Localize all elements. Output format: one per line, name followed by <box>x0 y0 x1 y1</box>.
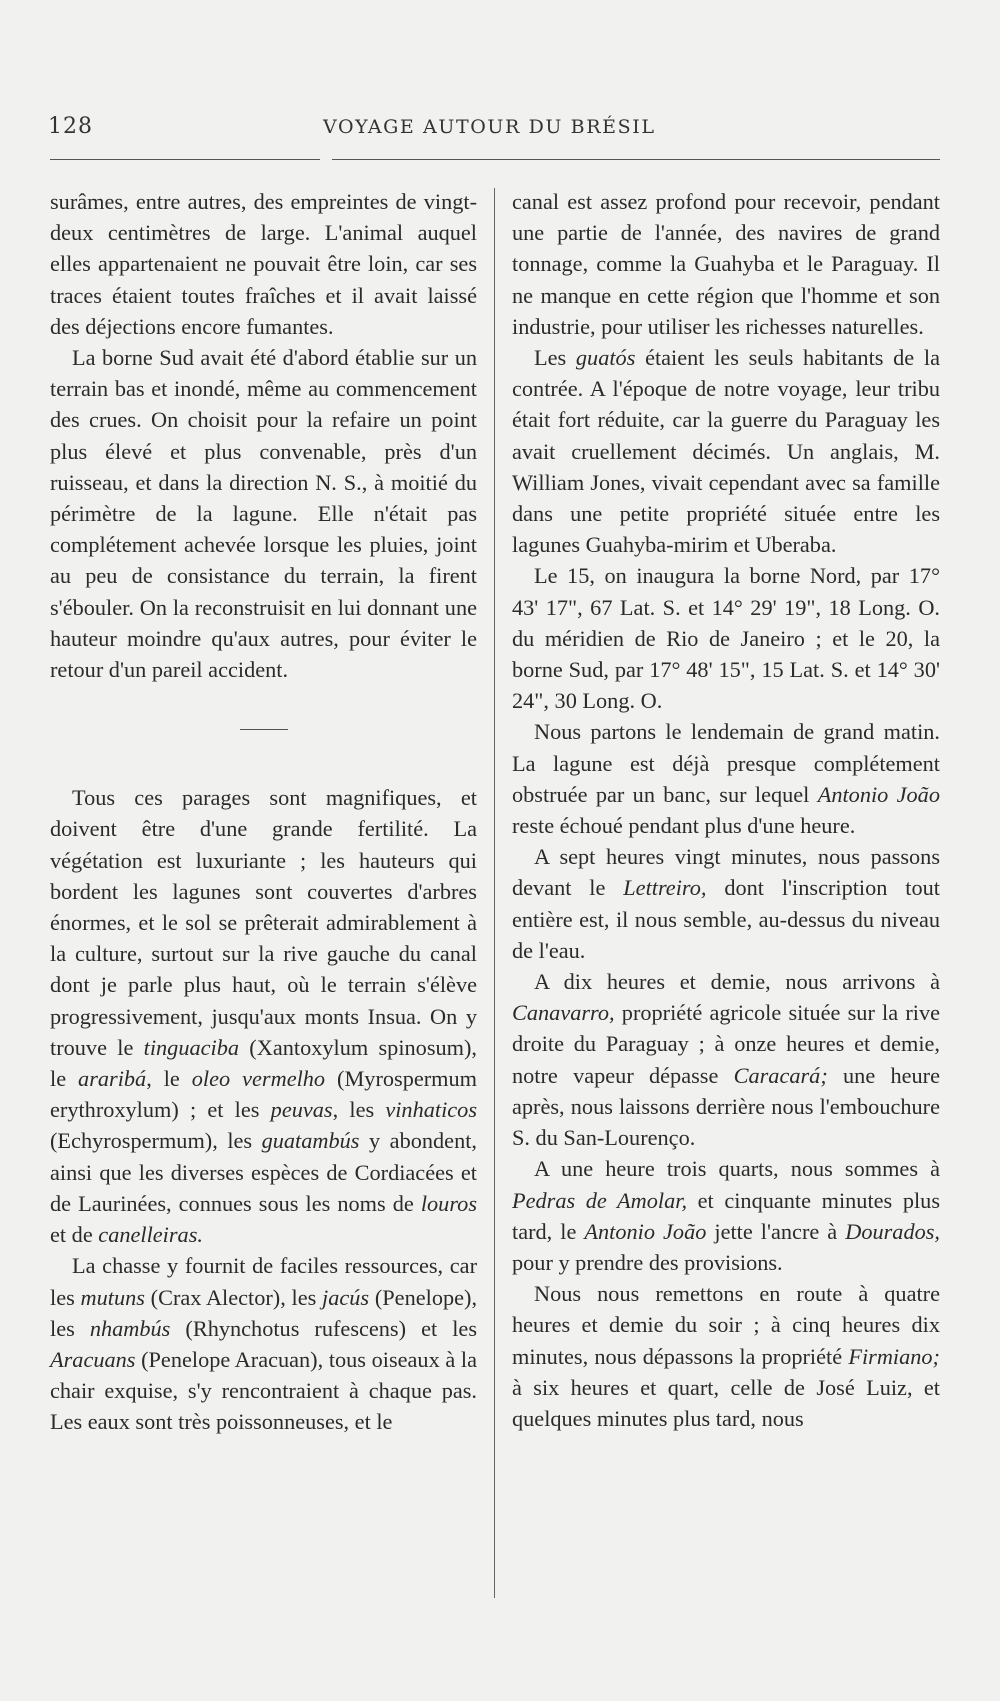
text-run: une heure après, nous laissons derrière nous l'embouchure S. du San-Lourenço. <box>512 1062 940 1151</box>
page-number: 128 <box>48 114 93 139</box>
header-rule-left <box>50 159 320 160</box>
text-run: Nous partons le lendemain de grand matin. La lagune est déjà presque complétement obstruée par un banc, sur lequel <box>512 719 940 807</box>
text-run: pour y prendre des provisions. <box>512 1249 783 1275</box>
text-run: propriété agricole située sur la rive droite du Paraguay ; à onze heures et demie, notre vapeur dépasse <box>512 1000 940 1088</box>
text-run: , les <box>332 1097 386 1123</box>
text-run: La chasse y fournit de faciles ressources, car les <box>50 1253 477 1310</box>
text-run: A dix heures et demie, nous arrivons à <box>534 969 940 995</box>
italic-term: peuvas <box>270 1097 333 1123</box>
italic-term: jacús <box>322 1284 370 1310</box>
header-rule-right <box>332 159 940 160</box>
text-run: (Crax Alector), les <box>144 1284 323 1310</box>
paragraph: La borne Sud avait été d'abord établie sur un terrain bas et inondé, même au commencement des crues. On choisit pour la refaire un point plus élevé et plus convenable, près d'un ruisseau, et dans la direction N. S., à moitié du périmètre de la lagune. Elle n'était pas complétement achevée lorsque les pluies, joint au peu de consistance du terrain, la firent s'ébouler. On la reconstruisit en lui donnant une hauteur moindre qu'aux autres, pour éviter le retour d'un pareil accident. <box>50 345 477 683</box>
text-run: (Myrospermum erythroxylum) ; et les <box>50 1066 477 1123</box>
paragraph: canal est assez profond pour recevoir, pendant une partie de l'année, des navires de grand tonnage, comme la Guahyba et le Paraguay. Il ne manque en cette région que l'homme et son industrie, pour utiliser les richesses naturelles. <box>512 189 940 339</box>
paragraph <box>512 1153 940 1278</box>
italic-term: guatambús <box>261 1128 360 1154</box>
italic-term: Antonio João <box>817 781 940 807</box>
text-run: Nous nous remettons en route à quatre heures et demie du soir ; à cinq heures dix minutes, nous dépassons la propriété <box>512 1281 940 1369</box>
italic-term: Pedras de Amolar, <box>512 1187 688 1213</box>
paragraph: surâmes, entre autres, des empreintes de vingt-deux centimètres de large. L'animal auquel elles appartenaient ne pouvait être loin, car ses traces étaient toutes fraîches et il avait laissé des déjections encore fumantes. <box>50 189 477 339</box>
paragraph: Le 15, on inaugura la borne Nord, par 17° 43' 17", 67 Lat. S. et 14° 29' 19", 18 Long. O. du méridien de Rio de Janeiro ; et le 20, la borne Sud, par 17° 48' 15", 15 Lat. S. et 14° 30' 24", 30 Long. O. <box>512 563 940 714</box>
italic-term: tinguaciba <box>143 1034 240 1060</box>
text-run: (Rhynchotus rufescens) et les <box>170 1315 477 1341</box>
italic-term: mutuns <box>80 1284 145 1310</box>
text-run: Tous ces parages sont magnifiques, et doivent être d'une grande fertilité. La végétation est luxuriante ; les hauteurs qui bordent les lagunes sont couvertes d'arbres énormes, et le sol se prêterait admirablement à la culture, surtout sur la rive gauche du canal dont je parle plus haut, où le terrain s'élève progressivement, jusqu'aux monts Insua. On y trouve le <box>50 785 477 1060</box>
italic-term: nhambús <box>89 1315 171 1341</box>
italic-term: Lettreiro, <box>623 875 707 901</box>
italic-term: louros <box>420 1190 477 1216</box>
text-run: à six heures et quart, celle de José Luiz, et quelques minutes plus tard, nous <box>512 1374 940 1431</box>
italic-term: Aracuans <box>50 1346 136 1372</box>
text-run: reste échoué pendant plus d'une heure. <box>512 813 856 839</box>
italic-term: guatós <box>575 345 636 371</box>
text-run: jette l'ancre à <box>706 1218 846 1244</box>
text-run: (Penelope), les <box>50 1284 478 1341</box>
italic-term: araribá <box>78 1066 147 1092</box>
text-run: A sept heures vingt minutes, nous passons devant le <box>512 844 940 901</box>
left-column <box>50 186 477 1438</box>
text-run: (Xantoxylum spinosum), le <box>50 1034 477 1092</box>
paragraph <box>50 1250 477 1437</box>
text-run: (Penelope Aracuan), tous oiseaux à la chair exquise, s'y rencontraient à chaque pas. Les eaux sont très poissonneuses, et le <box>50 1346 477 1435</box>
paragraph <box>512 716 940 841</box>
italic-term: Firmiano; <box>848 1343 940 1369</box>
paragraph <box>50 782 477 1250</box>
text-run: dont l'inscription tout entière est, il nous semble, au-dessus du niveau de l'eau. <box>512 875 940 963</box>
paragraph <box>512 342 940 560</box>
italic-term: Antonio João <box>584 1218 707 1244</box>
paragraph <box>512 841 940 966</box>
italic-term: oleo vermelho <box>191 1066 326 1092</box>
page-header <box>48 114 942 144</box>
paragraph <box>512 1278 940 1434</box>
text-run: étaient les seuls habitants de la contrée. A l'époque de notre voyage, leur tribu était fort réduite, car la guerre du Paraguay les avait cruellement décimés. Un anglais, M. William Jones, vivait cependant avec sa famille dans une petite propriété située entre les lagunes Guahyba-mirim et Uberaba. <box>512 345 940 558</box>
italic-term: Dourados, <box>845 1218 941 1244</box>
section-break-rule <box>240 729 288 730</box>
text-run: Les <box>534 345 576 371</box>
right-column <box>512 186 940 1434</box>
paragraph <box>512 966 940 1153</box>
italic-term: Caracará; <box>733 1062 828 1088</box>
text-run: (Echyrospermum), les <box>50 1128 262 1154</box>
column-divider <box>494 188 495 1598</box>
text-run: A une heure trois quarts, nous sommes à <box>534 1156 940 1182</box>
italic-term: Canavarro, <box>512 1000 615 1026</box>
running-title: VOYAGE AUTOUR DU BRÉSIL <box>323 116 656 138</box>
italic-term: vinhaticos <box>385 1097 477 1123</box>
text-run: , le <box>146 1066 192 1092</box>
text-run: et cinquante minutes plus tard, le <box>512 1187 940 1244</box>
text-run: et de <box>50 1222 99 1248</box>
italic-term: canelleiras. <box>98 1222 203 1248</box>
text-run: y abondent, ainsi que les diverses espèces de Cordiacées et de Laurinées, connues sous les noms de <box>50 1128 477 1216</box>
